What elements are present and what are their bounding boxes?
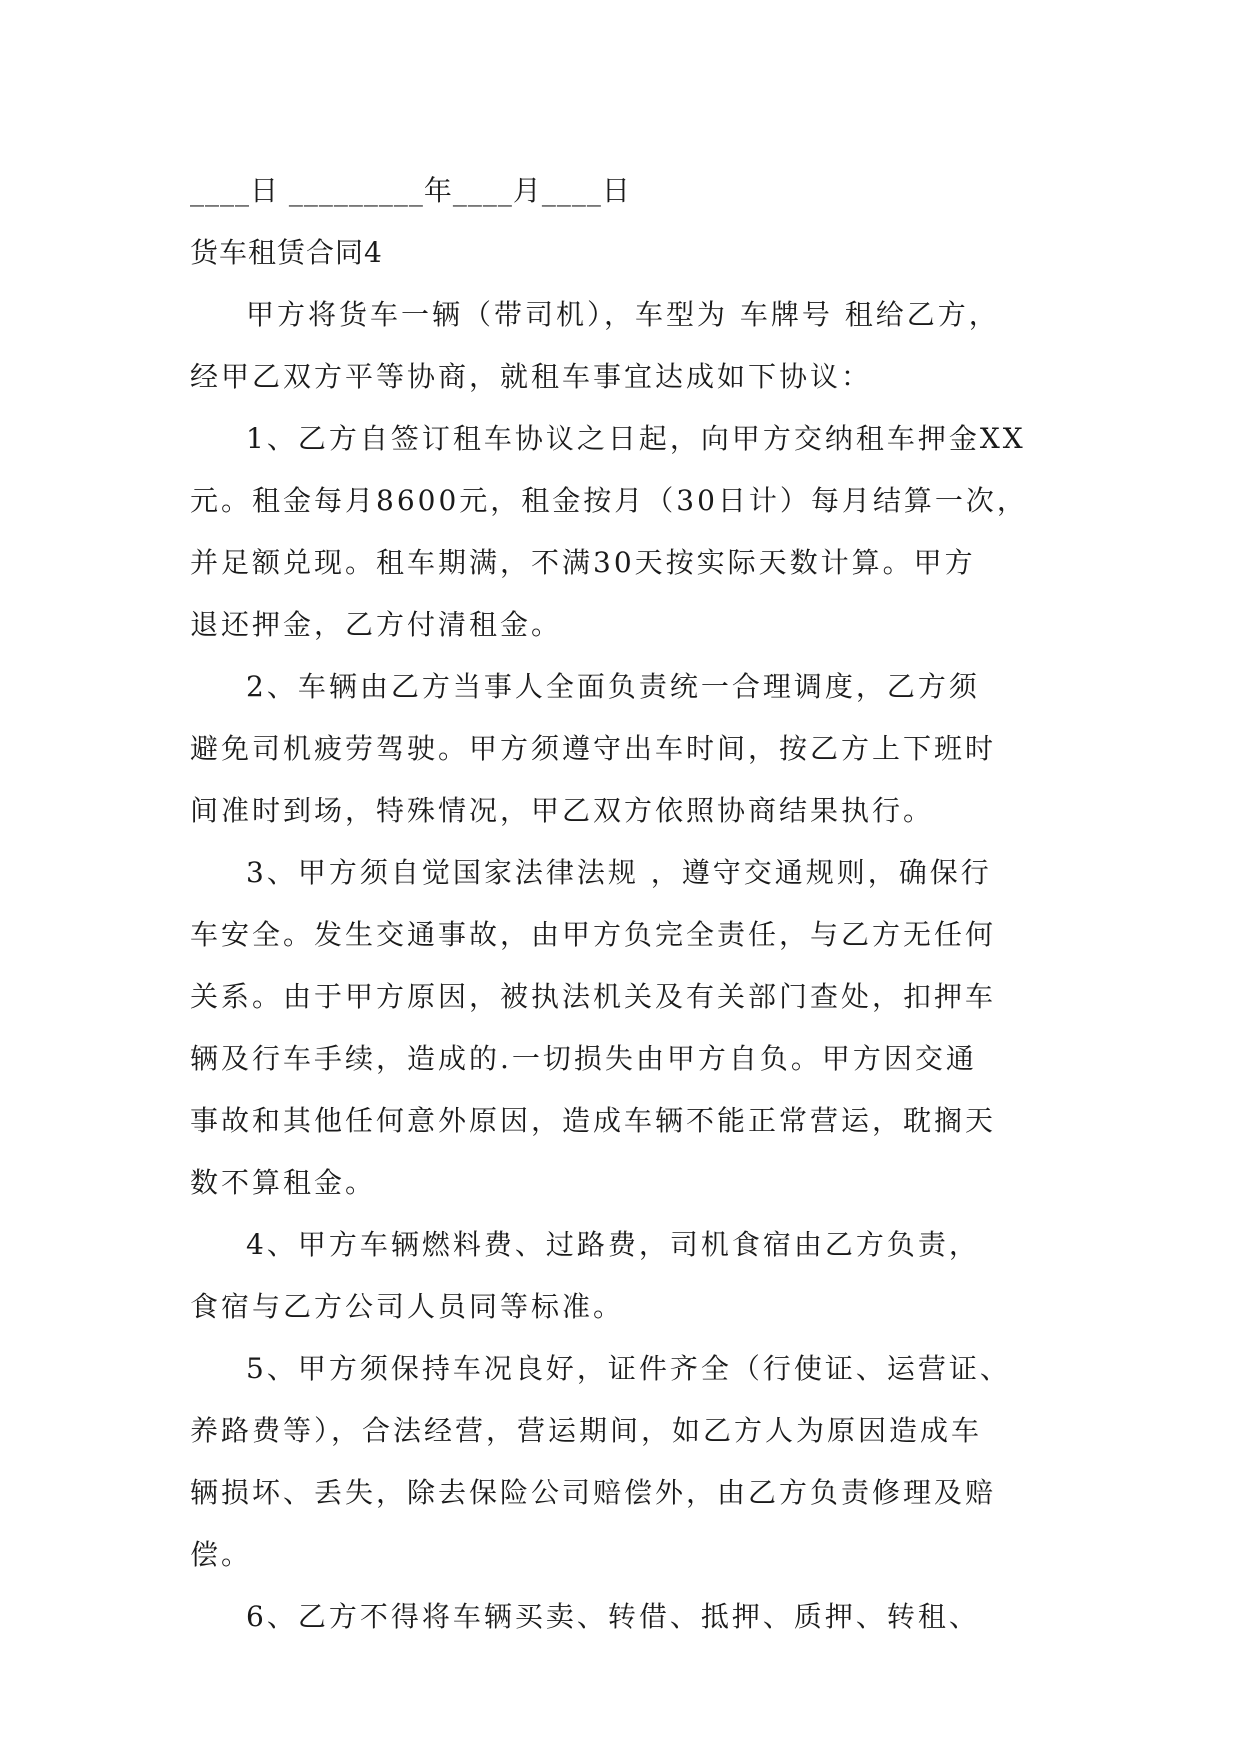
paragraph-line: 退还押金，乙方付清租金。 — [190, 608, 563, 641]
paragraph-clause-3 — [190, 842, 1050, 1214]
paragraph-clause-2 — [190, 656, 1050, 842]
paragraph-line: 间准时到场，特殊情况，甲乙双方依照协商结果执行。 — [190, 794, 935, 827]
paragraph-clause-5 — [190, 1338, 1050, 1586]
paragraph-line: 车安全。发生交通事故，由甲方负完全责任，与乙方无任何 — [190, 918, 997, 951]
paragraph-line: 并足额兑现。租车期满，不满30天按实际天数计算。甲方 — [190, 546, 976, 579]
paragraph-line: 元。租金每月8600元，租金按月（30日计）每月结算一次， — [190, 484, 1028, 517]
paragraph-line: 关系。由于甲方原因，被执法机关及有关部门查处，扣押车 — [190, 980, 997, 1013]
paragraph-line: 2、车辆由乙方当事人全面负责统一合理调度，乙方须 — [246, 670, 980, 703]
paragraph-intro — [190, 284, 1050, 408]
paragraph-line: 避免司机疲劳驾驶。甲方须遵守出车时间，按乙方上下班时 — [190, 732, 997, 765]
paragraph-line: 偿。 — [190, 1538, 253, 1571]
paragraph-line: 1、乙方自签订租车协议之日起，向甲方交纳租车押金XX — [246, 422, 1026, 455]
paragraph-line: 4、甲方车辆燃料费、过路费，司机食宿由乙方负责， — [246, 1228, 980, 1261]
document-title: 货车租赁合同4 — [190, 236, 383, 269]
paragraph-clause-1 — [190, 408, 1050, 656]
paragraph-line: 6、乙方不得将车辆买卖、转借、抵押、质押、转租、 — [246, 1600, 980, 1633]
paragraph-line: 食宿与乙方公司人员同等标准。 — [190, 1290, 625, 1323]
paragraph-clause-4 — [190, 1214, 1050, 1338]
paragraph-line: 辆及行车手续，造成的.一切损失由甲方自负。甲方因交通 — [190, 1042, 977, 1075]
paragraph-line: 5、甲方须保持车况良好，证件齐全（行使证、运营证、 — [246, 1352, 1011, 1385]
paragraph-line: 养路费等），合法经营，营运期间，如乙方人为原因造成车 — [190, 1414, 983, 1447]
paragraph-line: 经甲乙双方平等协商，就租车事宜达成如下协议： — [190, 360, 873, 393]
paragraph-clause-6 — [190, 1586, 1050, 1648]
paragraph-line: 甲方将货车一辆（带司机），车型为 车牌号 租给乙方， — [246, 298, 1000, 331]
date-line: ____日 _________年____月____日 — [190, 174, 631, 207]
document-body — [190, 160, 1050, 1648]
paragraph-line: 辆损坏、丢失，除去保险公司赔偿外，由乙方负责修理及赔 — [190, 1476, 997, 1509]
paragraph-line: 事故和其他任何意外原因，造成车辆不能正常营运，耽搁天 — [190, 1104, 997, 1137]
paragraph-line: 数不算租金。 — [190, 1166, 377, 1199]
paragraph-line: 3、甲方须自觉国家法律法规 ，遵守交通规则，确保行 — [246, 856, 992, 889]
